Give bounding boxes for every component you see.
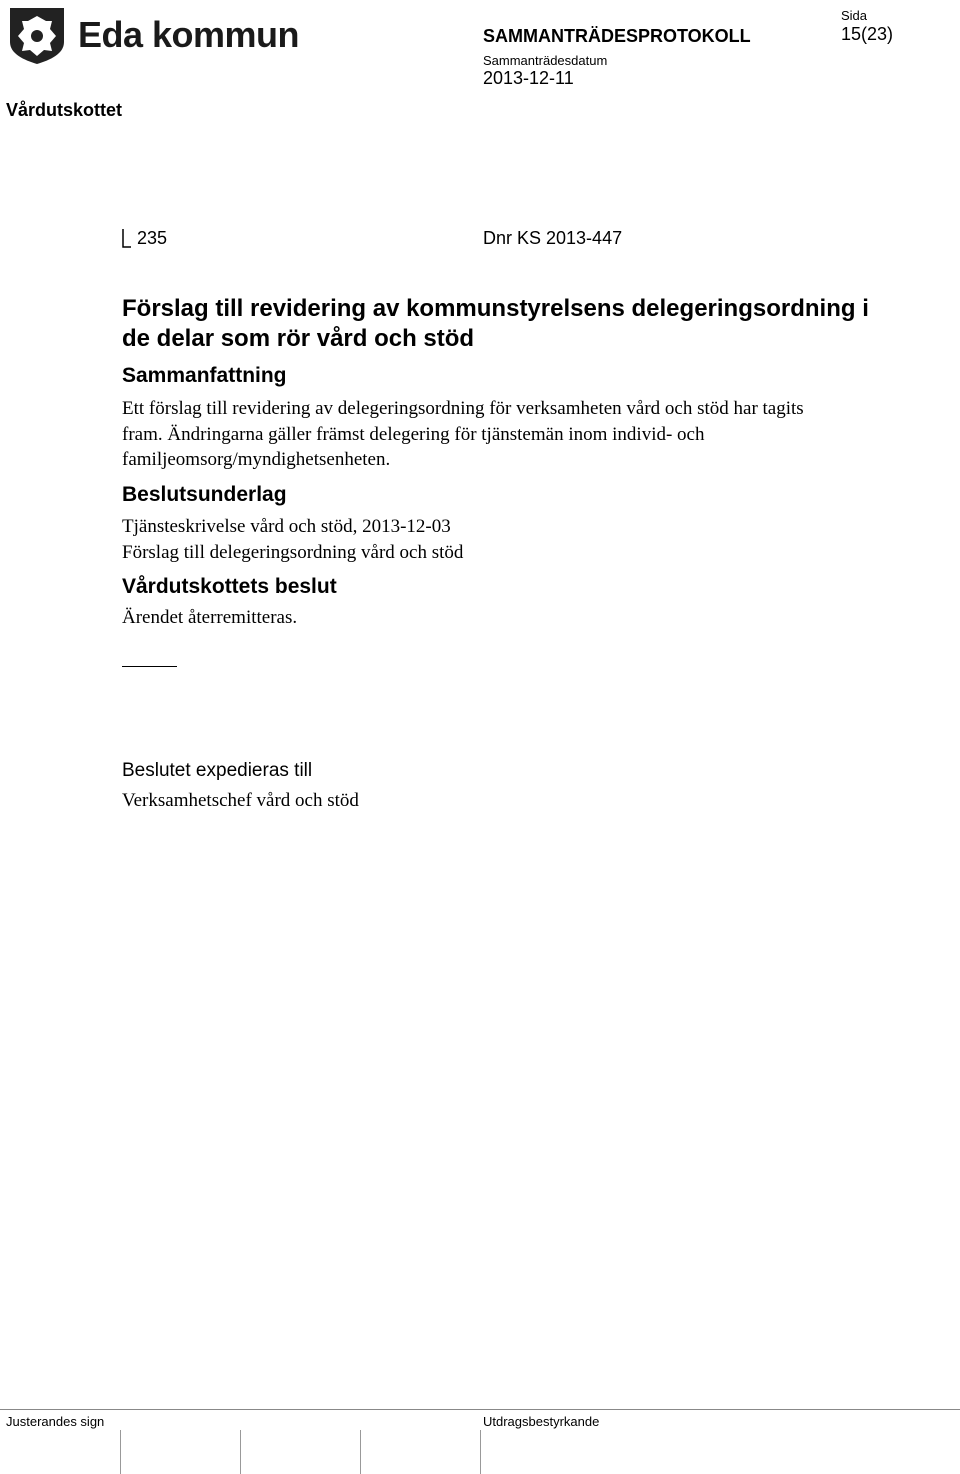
document-type: SAMMANTRÄDESPROTOKOLL <box>483 26 751 46</box>
section-divider <box>122 666 177 667</box>
dispatch-heading: Beslutet expedieras till <box>122 760 313 781</box>
meeting-date: 2013-12-11 <box>483 68 574 88</box>
signature-label: Justerandes sign <box>6 1414 105 1429</box>
footer-divider <box>0 1409 960 1410</box>
basis-heading: Beslutsunderlag <box>122 483 287 506</box>
brand-name: Eda kommun <box>78 14 300 55</box>
signature-box-divider <box>120 1430 121 1474</box>
summary-text: Ett förslag till revidering av delegeringsordning för verksamheten vård och stöd har tagits fram. Ändringarna gäller främst delegering för tjänstemän inom individ- och familjeomsorg/myndighetsenheten. <box>122 398 804 470</box>
signature-box-divider <box>240 1430 241 1474</box>
basis-list <box>122 514 463 566</box>
basis-item: Förslag till delegeringsordning vård och stöd <box>122 542 464 563</box>
summary-heading: Sammanfattning <box>122 364 287 387</box>
decision-text: Ärendet återremitteras. <box>122 607 298 628</box>
case-title: Förslag till revidering av kommunstyrelsens delegeringsordning i de delar som rör vård och stöd <box>122 295 869 352</box>
case-dnr: Dnr KS 2013-447 <box>483 228 623 248</box>
committee-name: Vårdutskottet <box>6 100 123 120</box>
signature-box-divider <box>360 1430 361 1474</box>
eda-kommun-logo <box>6 4 68 66</box>
dispatch-recipient: Verksamhetschef vård och stöd <box>122 790 359 811</box>
page-number: 15(23) <box>841 24 894 44</box>
page-label: Sida <box>841 8 868 23</box>
certification-label: Utdragsbestyrkande <box>483 1414 600 1429</box>
basis-item: Tjänsteskrivelse vård och stöd, 2013-12-03 <box>122 516 451 537</box>
decision-heading: Vårdutskottets beslut <box>122 575 337 598</box>
signature-box-divider <box>480 1430 481 1474</box>
section-mark-icon <box>121 225 133 251</box>
case-number: 235 <box>137 228 168 248</box>
meeting-date-label: Sammanträdesdatum <box>483 53 608 68</box>
